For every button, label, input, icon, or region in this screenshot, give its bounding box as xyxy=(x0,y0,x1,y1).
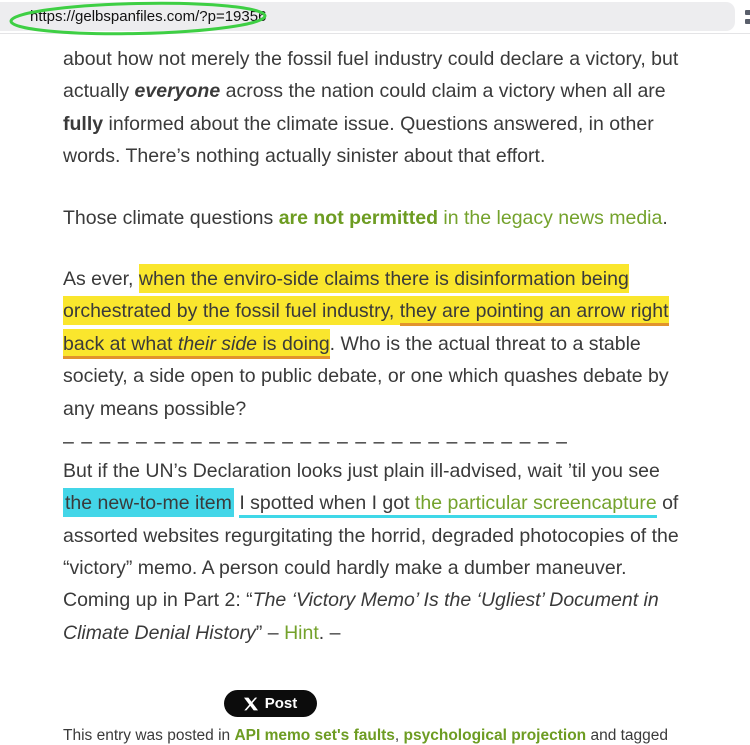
text-run: their side xyxy=(178,329,257,359)
text-run: and tagged xyxy=(586,727,669,744)
text-run: This entry was posted in xyxy=(63,727,235,744)
x-logo-icon xyxy=(244,697,258,711)
x-post-button[interactable] xyxy=(224,690,317,717)
link[interactable]: psychological projection xyxy=(403,727,587,744)
text-line xyxy=(63,487,723,519)
text-run: is doing xyxy=(257,329,330,359)
text-run: fully xyxy=(63,112,104,135)
link[interactable]: in the legacy news media xyxy=(437,206,663,229)
text-line xyxy=(63,393,723,425)
text-line xyxy=(63,584,723,616)
text-line xyxy=(63,108,723,140)
text-run: . Who is the actual threat to a stable xyxy=(329,332,641,355)
text-line xyxy=(63,617,723,649)
text-run: Climate Denial History xyxy=(63,621,256,644)
text-run: across the nation could claim a victory when all are xyxy=(220,80,666,103)
text-run: ” – xyxy=(255,621,285,644)
text-line xyxy=(63,552,723,584)
text-run: But if the UN’s Declaration looks just plain ill-advised, wait ’til you see xyxy=(63,459,660,482)
post-button-label: Post xyxy=(264,695,298,712)
article-body xyxy=(63,43,723,678)
text-run: orchestrated by the fossil fuel industry, xyxy=(63,296,400,325)
text-run: The ‘Victory Memo’ Is the ‘Ugliest’ Document in xyxy=(252,589,659,612)
text-run: back at what xyxy=(63,329,178,359)
text-run: . – xyxy=(318,621,341,644)
paragraph xyxy=(63,263,723,425)
text-line xyxy=(63,43,723,75)
text-run: assorted websites regurgitating the horrid, degraded photocopies of the xyxy=(63,524,679,547)
text-line xyxy=(63,455,723,487)
url-text: https://gelbspanfiles.com/?p=19356 xyxy=(30,8,267,25)
link[interactable]: API memo set's faults xyxy=(234,727,395,744)
text-run: society, a side open to public debate, or one which quashes debate by xyxy=(63,365,669,388)
paragraph xyxy=(63,43,723,173)
text-line xyxy=(63,360,723,392)
text-run: . xyxy=(662,206,668,229)
browser-toolbar xyxy=(0,0,750,34)
text-run: As ever, xyxy=(63,267,139,290)
text-run: the new-to-me item xyxy=(63,488,234,517)
text-line xyxy=(63,140,723,172)
text-run: I spotted when I got xyxy=(239,492,415,518)
text-line xyxy=(63,295,723,327)
text-line xyxy=(63,520,723,552)
text-run: when the enviro-side claims there is disinformation being xyxy=(139,264,629,293)
link[interactable]: are not permitted xyxy=(278,206,438,229)
text-run: any means possible? xyxy=(63,397,247,420)
text-run: words. There’s nothing actually sinister about that effort. xyxy=(63,145,546,168)
link[interactable]: Hint xyxy=(284,621,319,644)
text-run: of xyxy=(656,492,679,515)
url-bar[interactable] xyxy=(0,2,735,31)
text-line xyxy=(63,328,723,360)
text-line xyxy=(63,202,723,234)
paragraph xyxy=(63,455,723,649)
text-run: about how not merely the fossil fuel industry could declare a victory, but xyxy=(63,48,679,70)
text-run: actually xyxy=(63,80,135,103)
text-line xyxy=(63,75,723,107)
text-run: everyone xyxy=(134,80,221,103)
text-line xyxy=(63,263,723,295)
text-run: informed about the climate issue. Questions answered, in other xyxy=(103,112,654,135)
text-run: Coming up in Part 2: “ xyxy=(63,589,253,612)
cutoff-icon xyxy=(745,10,750,24)
text-run: “victory” memo. A person could hardly make a dumber maneuver. xyxy=(63,557,627,580)
text-run: they are pointing an arrow right xyxy=(400,296,669,326)
dashed-divider: – – – – – – – – – – – – – – – – – – – – – – – – – – – – xyxy=(63,430,568,453)
paragraph xyxy=(63,202,723,234)
footer-text xyxy=(63,726,723,745)
link[interactable]: the particular screencapture xyxy=(415,492,657,518)
text-run: Those climate questions xyxy=(63,206,279,229)
text-run: , xyxy=(394,727,404,744)
